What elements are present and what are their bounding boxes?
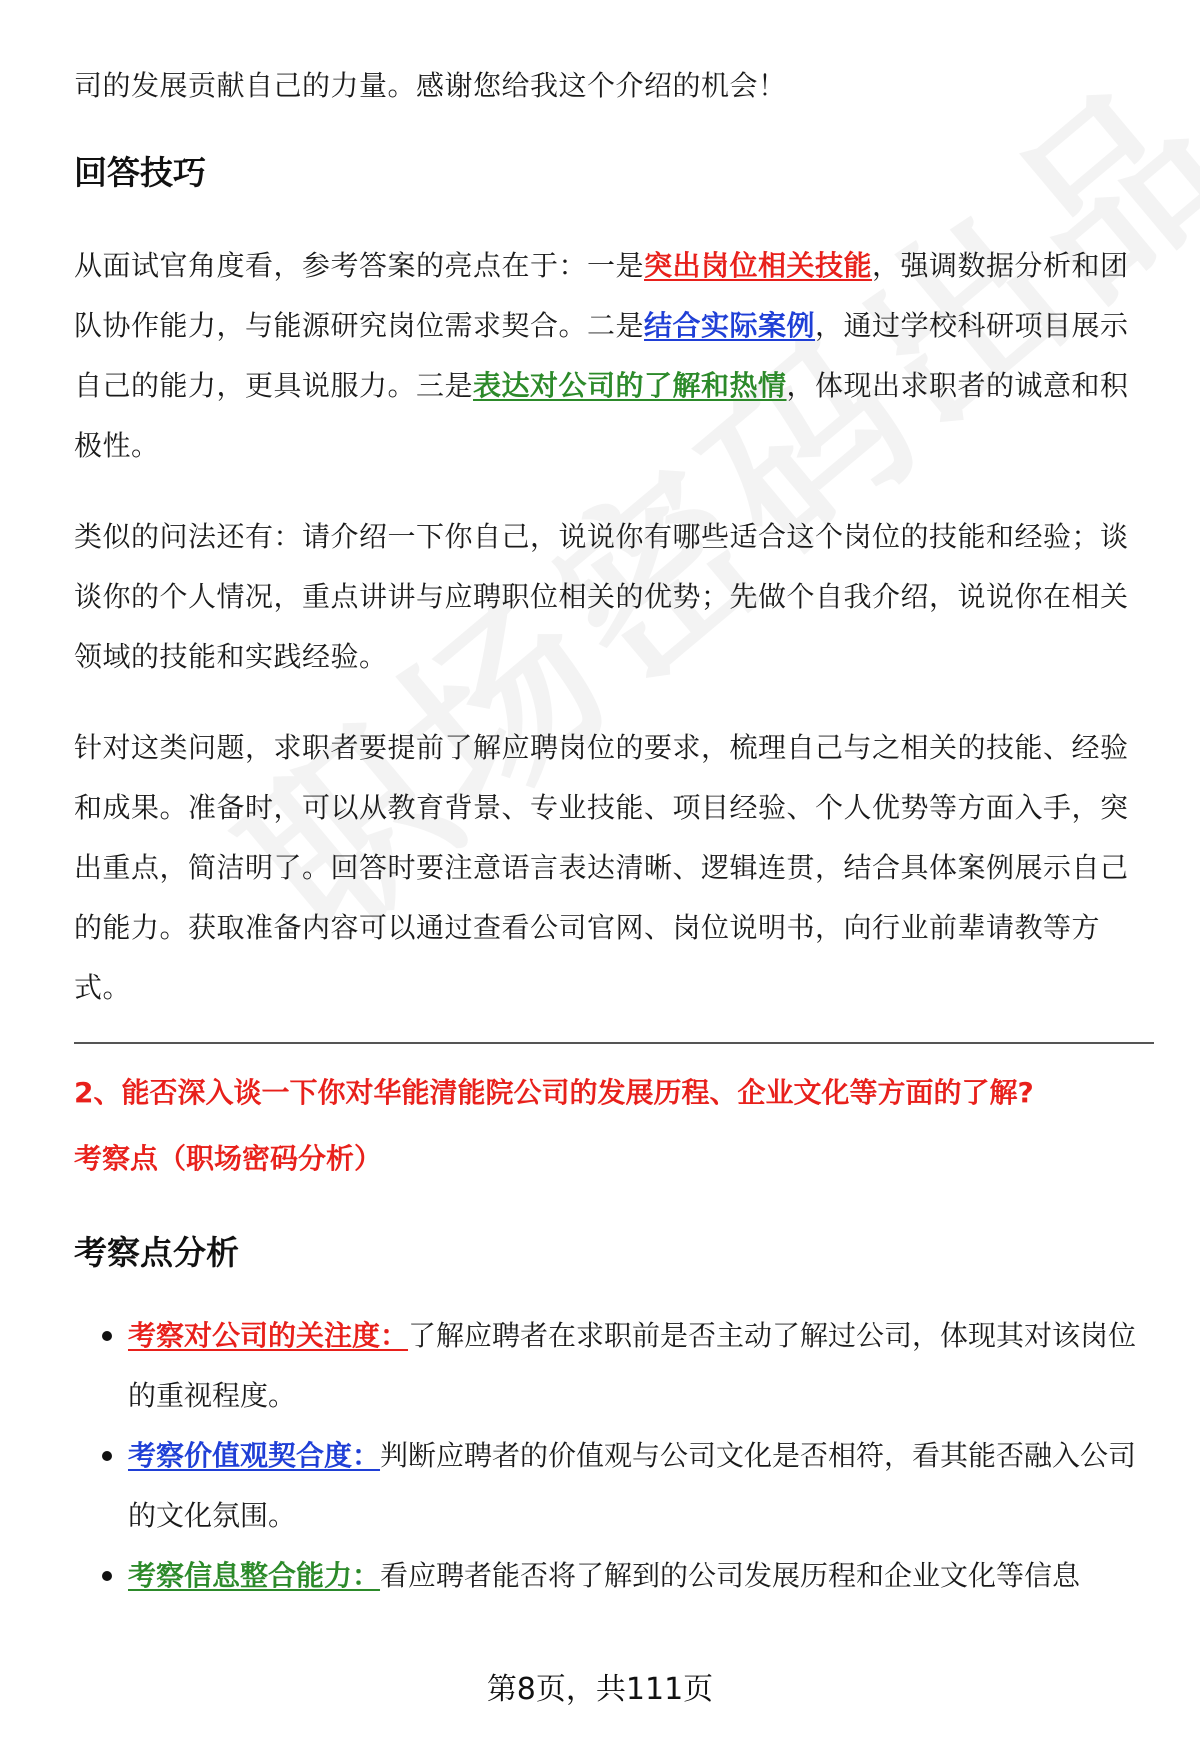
tips-p1-text-4: ，体现出求职者的诚意和积极性。 <box>74 369 1129 462</box>
analysis-heading: 考察点分析 <box>74 1233 239 1272</box>
highlight-cases: 结合实际案例 <box>644 309 816 342</box>
highlight-skills: 突出岗位相关技能 <box>644 249 873 282</box>
bullet-dot-icon <box>102 1451 112 1461</box>
tips-heading: 回答技巧 <box>74 153 206 192</box>
page-number: 第8页，共111页 <box>486 1672 714 1707</box>
tips-paragraph-3: 针对这类问题，求职者要提前了解应聘岗位的要求，梳理自己与之相关的技能、经验和成果。准备时，可以从教育背景、专业技能、项目经验、个人优势等方面入手，突出重点，简洁明了。回答时要注意语言表达清晰、逻辑连贯，结合具体案例展示自己的能力。获取准备内容可以通过查看公司官网、岗位说明书，向行业前辈请教等方式。 <box>74 731 1129 1004</box>
page-content <box>74 56 1154 1606</box>
analysis-list <box>74 1306 1154 1606</box>
list-item <box>74 1426 1154 1546</box>
analysis-item-text: 了解应聘者在求职前是否主动了解过公司，体现其对该岗位的重视程度。 <box>128 1319 1137 1412</box>
analysis-item-text: 判断应聘者的价值观与公司文化是否相符，看其能否融入公司的文化氛围。 <box>128 1439 1137 1532</box>
bullet-dot-icon <box>102 1571 112 1581</box>
analysis-item-label: 考察价值观契合度： <box>128 1439 381 1472</box>
tips-paragraph-2: 类似的问法还有：请介绍一下你自己，说说你有哪些适合这个岗位的技能和经验；谈谈你的个人情况，重点讲讲与应聘职位相关的优势；先做个自我介绍，说说你在相关领域的技能和实践经验。 <box>74 520 1129 673</box>
list-item <box>74 1306 1154 1426</box>
tips-paragraph-1 <box>74 236 1154 476</box>
analysis-item-text: 看应聘者能否将了解到的公司发展历程和企业文化等信息 <box>380 1559 1081 1592</box>
bullet-dot-icon <box>102 1331 112 1341</box>
analysis-item-label: 考察对公司的关注度： <box>128 1319 409 1352</box>
tips-p1-text-3: ，通过学校科研项目展示自己的能力，更具说服力。三是 <box>74 309 1129 402</box>
section-divider <box>74 1042 1154 1044</box>
highlight-passion: 表达对公司的了解和热情 <box>473 369 787 402</box>
analysis-item-label: 考察信息整合能力： <box>128 1559 381 1592</box>
question-2-title: 2、能否深入谈一下你对华能清能院公司的发展历程、企业文化等方面的了解? <box>74 1076 1034 1109</box>
tips-p1-text-1: 从面试官角度看，参考答案的亮点在于：一是 <box>74 249 645 282</box>
intro-tail-paragraph: 司的发展贡献自己的力量。感谢您给我这个介绍的机会！ <box>74 69 787 102</box>
list-item <box>74 1546 1154 1606</box>
tips-p1-text-2: ，强调数据分析和团队协作能力，与能源研究岗位需求契合。二是 <box>74 249 1129 342</box>
question-2-subtitle: 考察点（职场密码分析） <box>74 1142 383 1175</box>
